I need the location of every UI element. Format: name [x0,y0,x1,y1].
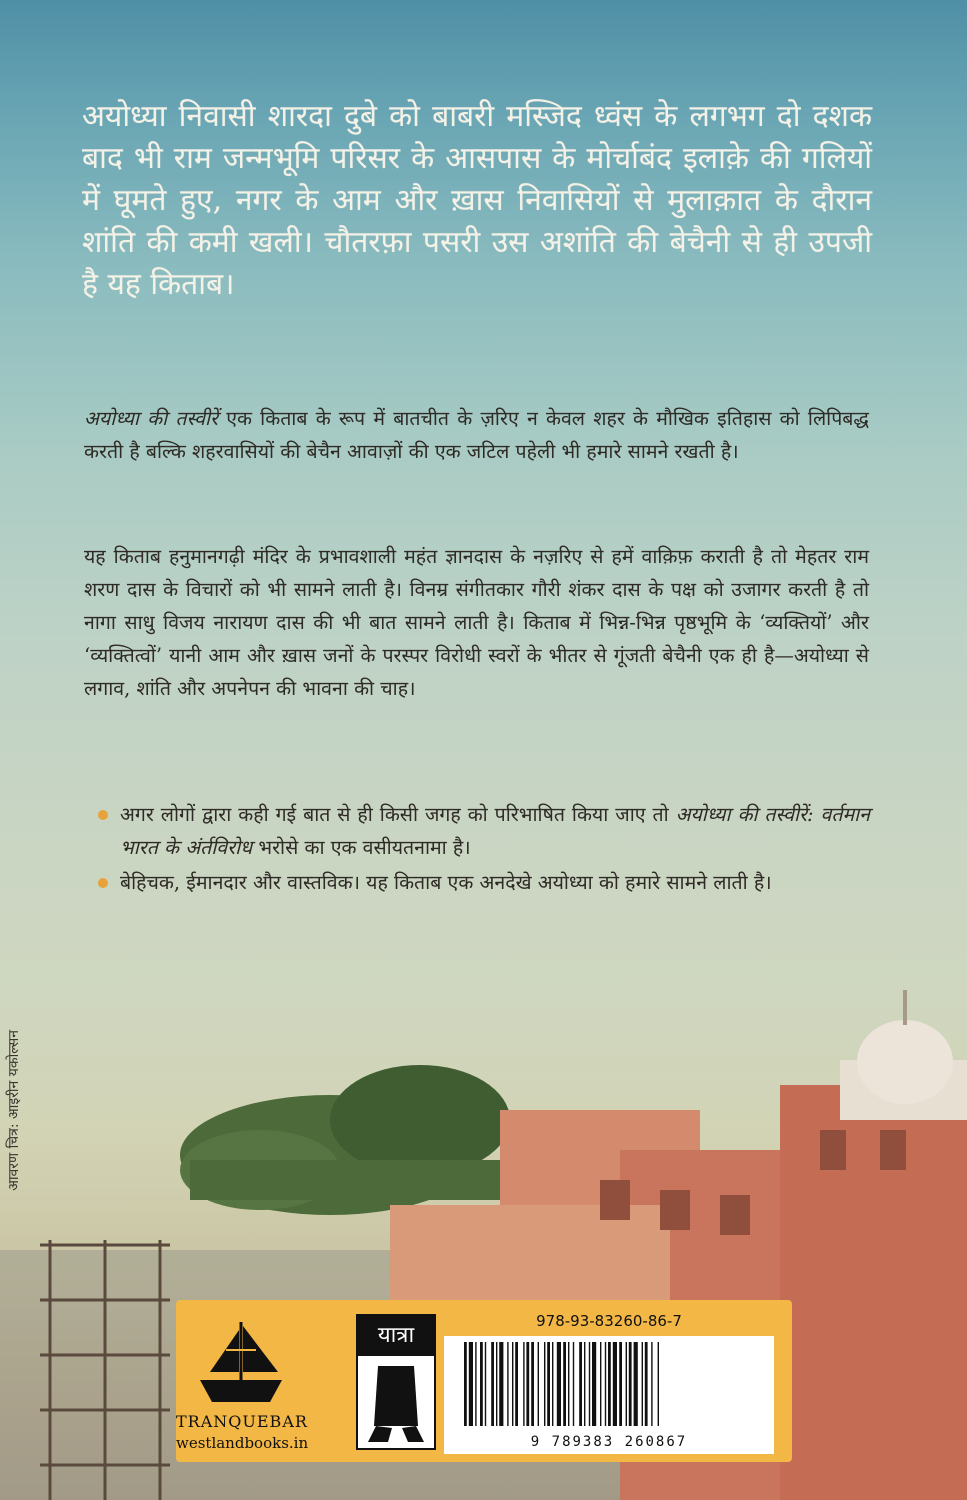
barcode-bar [658,1342,659,1426]
bullet-book-title: अयोध्या की तस्वीरें: वर्तमान भारत के अंर्तविरोध [120,803,870,859]
ship-logo-icon [186,1310,296,1420]
bullet-dot-icon [98,878,108,888]
barcode-bar [600,1342,601,1426]
walking-figure-icon [358,1356,434,1448]
intro-text: अयोध्या निवासी शारदा दुबे को बाबरी मस्जिद ध्वंस के लगभग दो दशक बाद भी राम जन्मभूमि परिसर के आसपास के मोर्चाबंद इलाक़े की गलियों में घूमते हुए, नगर के आम और ख़ास निवासियों से मुलाक़ात के दौरान शांति की कमी खली। चौतरफ़ा पसरी उस अशांति की बेचैनी से ही उपजी है यह किताब। [82,99,872,302]
cover-credit: आवरण चित्र: आइरीन यकोल्सन [6,1030,22,1191]
barcode-bar [523,1342,524,1426]
barcode-bar [552,1342,553,1426]
barcode-bar [507,1342,508,1426]
barcode-bar [579,1342,582,1426]
barcode-bar [544,1342,545,1426]
yatra-label: यात्रा [358,1316,434,1356]
barcode-bar [568,1342,569,1426]
barcode-bar [485,1342,486,1426]
barcode-bar [634,1342,638,1426]
barcode-bar [563,1342,566,1426]
barcode-bar [526,1342,529,1426]
bullet-dot-icon [98,810,108,820]
barcode-digits: 9 789383 260867 [530,1434,688,1450]
barcode-bar [538,1342,539,1426]
bullet-text: बेहिचक, ईमानदार और वास्तविक। यह किताब एक अनदेखे अयोध्या को हमारे सामने लाती है। [120,871,772,894]
barcode-bar [475,1342,476,1426]
barcode-bar [626,1342,627,1426]
barcode-bar [547,1342,550,1426]
barcode-bar [605,1342,606,1426]
barcode-bar [512,1342,513,1426]
book-title-italic: अयोध्या की तस्वीरें [84,407,218,430]
barcode-bar [608,1342,611,1426]
barcode-bar [480,1342,483,1426]
barcode-bar [629,1342,632,1426]
barcode-bar [584,1342,585,1426]
bullet-list [100,798,870,901]
paragraph-2: यह किताब हनुमानगढ़ी मंदिर के प्रभावशाली महंत ज्ञानदास के नज़रिए से हमें वाक़िफ़ कराती है तो मेहतर राम शरण दास के विचारों को भी सामने लाती है। विनम्र संगीतकार गौरी शंकर दास के पक्ष को उजागर करती है तो नागा साधु विजय नारायण दास की भी बात सामने लाती है। किताब में भिन्न-भिन्न पृष्ठभूमि के ‘व्यक्तियों’ और ‘व्यक्तित्वों’ यानी आम और ख़ास जनों के परस्पर विरोधी स्वरों के भीतर से गूंजती बेचैनी एक ही है—अयोध्या से लगाव, शांति और अपनेपन की भावना की चाह। [84,545,869,700]
barcode-bar [619,1342,622,1426]
paragraph-1-body: एक किताब के रूप में बातचीत के ज़रिए न केवल शहर के मौखिक इतिहास को लिपिबद्ध करती है बल्कि शहरवासियों की बेचैन आवाज़ों की एक जटिल पहेली भी हमारे सामने रखती है। [84,407,870,463]
barcode-bar [589,1342,590,1426]
barcode-bar [499,1342,503,1426]
barcode-bar [491,1342,494,1426]
isbn-number: 978-93-83260-86-7 [536,1312,682,1330]
publisher-info-box [176,1300,792,1462]
barcode-bar [469,1342,473,1426]
bullet-item [100,866,870,899]
barcode-bar [557,1342,561,1426]
barcode-bars [444,1336,774,1430]
bullet-text: अगर लोगों द्वारा कही गई बात से ही किसी जगह को परिभाषित किया जाए तो [120,803,676,826]
barcode-bar [642,1342,643,1426]
barcode-bar [645,1342,648,1426]
bullet-text-end: भरोसे का एक वसीयतनामा है। [252,836,471,859]
barcode [444,1336,774,1454]
barcode-bar [464,1342,467,1426]
barcode-bar [613,1342,617,1426]
publisher-name: TRANQUEBAR [176,1412,308,1431]
publisher-url[interactable]: westlandbooks.in [176,1434,309,1452]
bullet-item [100,798,870,864]
barcode-bar [573,1342,574,1426]
barcode-bar [531,1342,534,1426]
barcode-bar [592,1342,596,1426]
barcode-bar [496,1342,497,1426]
paragraph-1 [84,402,869,468]
barcode-bar [515,1342,518,1426]
yatra-imprint-logo [356,1314,436,1450]
barcode-bar [651,1342,652,1426]
